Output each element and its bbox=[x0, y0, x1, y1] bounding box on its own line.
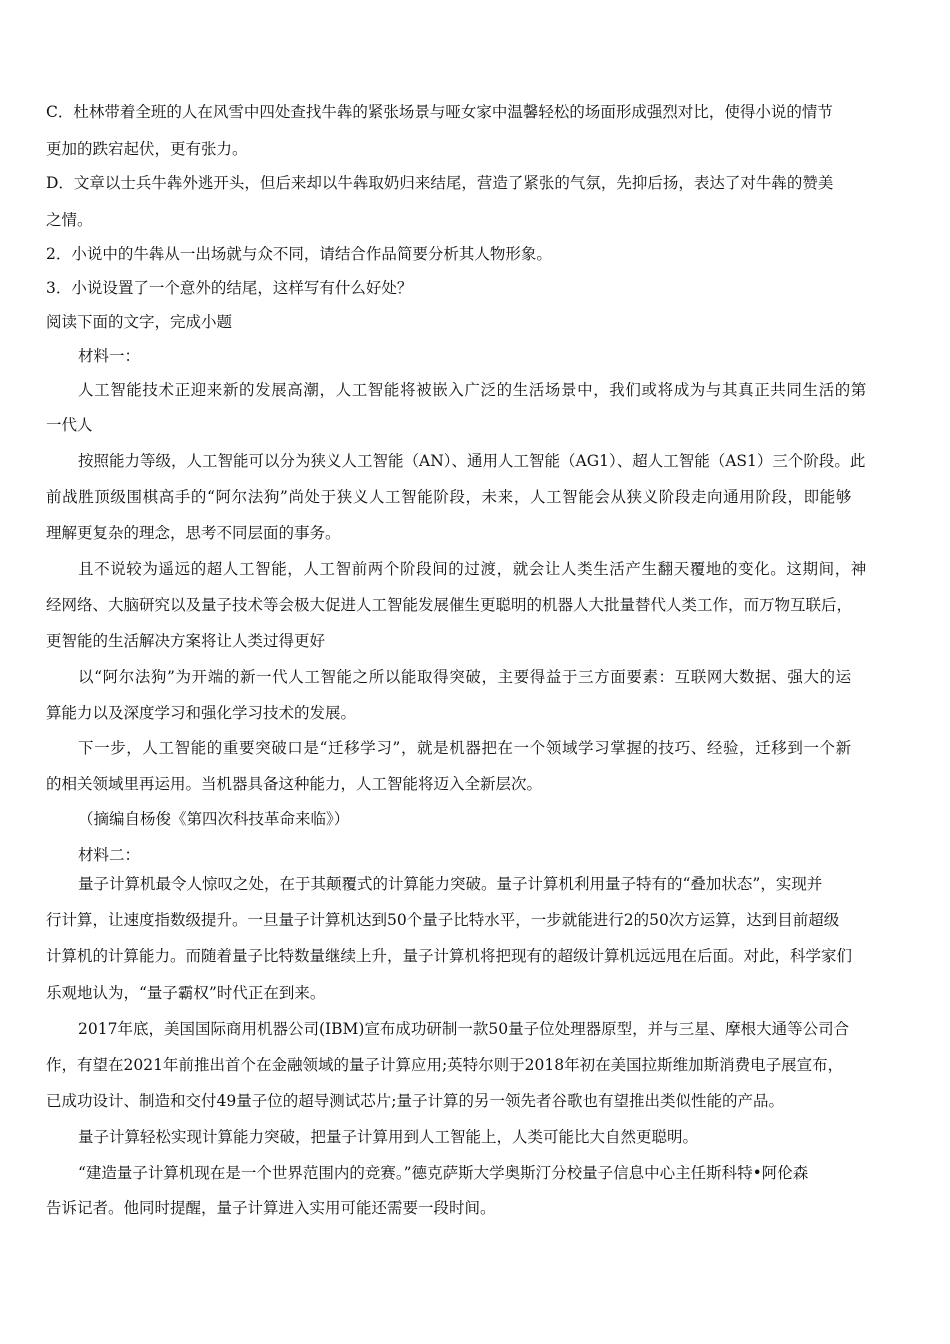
question-2: 2．小说中的牛犇从一出场就与众不同，请结合作品简要分析其人物形象。 bbox=[46, 245, 552, 263]
m1-p2-line-3: 理解更复杂的理念，思考不同层面的事务。 bbox=[46, 524, 341, 542]
option-c-line-1: C．杜林带着全班的人在风雪中四处查找牛犇的紧张场景与哑女家中温馨轻松的场面形成强烈对比，使得小说的情节 bbox=[46, 103, 833, 121]
m2-p2-line-1: 2017年底，美国国际商用机器公司(IBM)宣布成功研制一款50量子位处理器原型，并与三星、摩根大通等公司合 bbox=[78, 1020, 850, 1038]
material-1-source: （摘编自杨俊《第四次科技革命来临》） bbox=[78, 810, 350, 828]
m2-p1-line-4: 乐观地认为，“量子霸权”时代正在到来。 bbox=[46, 984, 326, 1002]
m1-p1-line-1: 人工智能技术正迎来新的发展高潮，人工智能将被嵌入广泛的生活场景中，我们或将成为与其真正共同生活的第 bbox=[78, 381, 867, 399]
reading-intro: 阅读下面的文字，完成小题 bbox=[46, 313, 233, 331]
m2-p2-line-2: 作，有望在2021年前推出首个在金融领域的量子计算应用;英特尔则于2018年初在美国拉斯维加斯消费电子展宣布， bbox=[46, 1056, 844, 1074]
m2-p2-line-3: 已成功设计、制造和交付49量子位的超导测试芯片;量子计算的另一领先者谷歌也有望推出类似性能的产品。 bbox=[46, 1092, 784, 1110]
m1-p1-line-2: 一代人 bbox=[46, 416, 93, 434]
m1-p5-line-1: 下一步，人工智能的重要突破口是“迁移学习”，就是机器把在一个领域学习掌握的技巧、经验，迁移到一个新 bbox=[78, 739, 852, 757]
m2-p4-line-1: “建造量子计算机现在是一个世界范围内的竞赛。”德克萨斯大学奥斯汀分校量子信息中心主任斯科特•阿伦森 bbox=[78, 1164, 809, 1182]
m2-p1-line-1: 量子计算机最令人惊叹之处，在于其颠覆式的计算能力突破。量子计算机利用量子特有的“叠加状态”，实现并 bbox=[78, 875, 823, 893]
material-2-label: 材料二： bbox=[78, 846, 141, 864]
option-d-line-1: D．文章以士兵牛犇外逃开头，但后来却以牛犇取奶归来结尾，营造了紧张的气氛，先抑后扬，表达了对牛犇的赞美 bbox=[46, 174, 834, 192]
m1-p2-line-2: 前战胜顶级围棋高手的“阿尔法狗”尚处于狭义人工智能阶段，未来，人工智能会从狭义阶段走向通用阶段，即能够 bbox=[46, 488, 852, 506]
m1-p2-line-1: 按照能力等级，人工智能可以分为狭义人工智能（AN）、通用人工智能（AG1）、超人工智能（AS1）三个阶段。此 bbox=[78, 452, 866, 470]
m1-p5-line-2: 的相关领域里再运用。当机器具备这种能力，人工智能将迈入全新层次。 bbox=[46, 775, 543, 793]
m1-p3-line-1: 且不说较为遥远的超人工智能，人工智前两个阶段间的过渡，就会让人类生活产生翻天覆地的变化。这期间，神 bbox=[78, 560, 867, 578]
option-d-line-2: 之情。 bbox=[46, 211, 93, 229]
m1-p3-line-2: 经网络、大脑研究以及量子技术等会极大促进人工智能发展催生更聪明的机器人大批量替代人类工作，而万物互联后， bbox=[46, 596, 853, 614]
m1-p4-line-1: 以“阿尔法狗”为开端的新一代人工智能之所以能取得突破，主要得益于三方面要素：互联网大数据、强大的运 bbox=[78, 668, 852, 686]
m2-p4-line-2: 告诉记者。他同时提醒，量子计算进入实用可能还需要一段时间。 bbox=[46, 1199, 496, 1217]
material-1-label: 材料一： bbox=[78, 347, 141, 365]
option-c-line-2: 更加的跌宕起伏，更有张力。 bbox=[46, 140, 248, 158]
question-3: 3．小说设置了一个意外的结尾，这样写有什么好处？ bbox=[46, 279, 413, 297]
m1-p3-line-3: 更智能的生活解决方案将让人类过得更好 bbox=[46, 632, 326, 650]
m2-p3-line-1: 量子计算轻松实现计算能力突破，把量子计算用到人工智能上，人类可能比大自然更聪明。 bbox=[78, 1128, 699, 1146]
m2-p1-line-3: 计算机的计算能力。而随着量子比特数量继续上升，量子计算机将把现有的超级计算机远远甩在后面。对此，科学家们 bbox=[46, 947, 853, 965]
m1-p4-line-2: 算能力以及深度学习和强化学习技术的发展。 bbox=[46, 704, 357, 722]
m2-p1-line-2: 行计算，让速度指数级提升。一旦量子计算机达到50个量子比特水平，一步就能进行2的50次方运算，达到目前超级 bbox=[46, 911, 840, 929]
